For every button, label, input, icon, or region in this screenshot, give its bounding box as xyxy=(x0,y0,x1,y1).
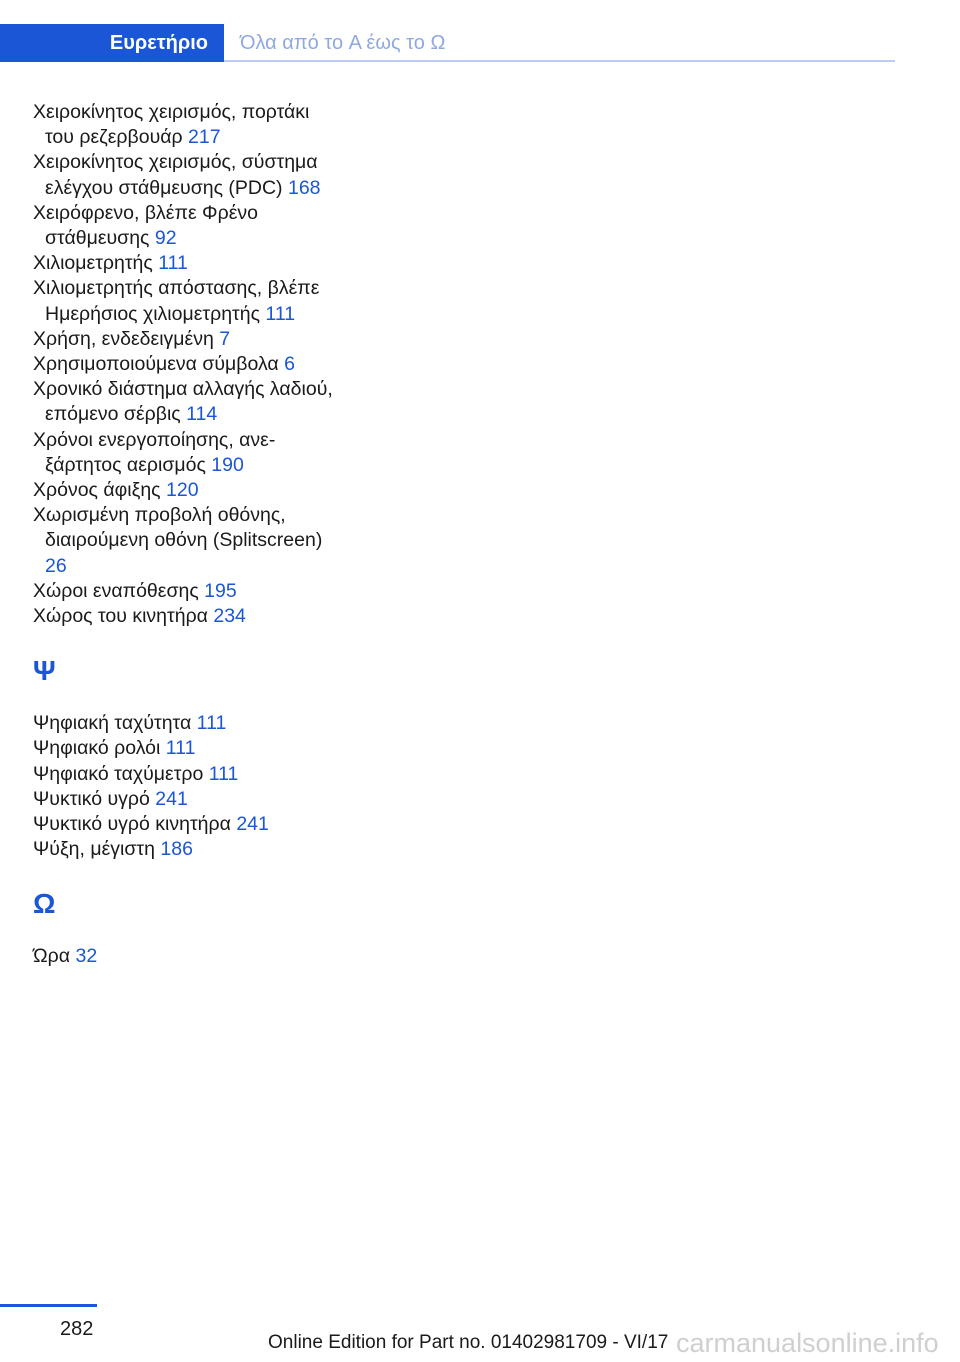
entry-page-link[interactable]: 26 xyxy=(45,554,67,577)
index-entry xyxy=(33,201,333,251)
breadcrumb[interactable]: Όλα από το A έως το Ω xyxy=(240,32,446,54)
index-entry xyxy=(33,579,333,604)
index-entry xyxy=(33,604,333,629)
page-header xyxy=(0,24,895,62)
entries-list-chi xyxy=(33,100,333,629)
index-entry xyxy=(33,276,333,326)
entry-page-link[interactable]: 32 xyxy=(75,945,98,968)
index-entry xyxy=(33,762,333,787)
index-column xyxy=(33,100,333,970)
index-entry xyxy=(33,736,333,761)
entry-term: Χρησιμοποιούμενα σύμβολα xyxy=(33,353,279,376)
entry-page-link[interactable]: 111 xyxy=(158,252,188,275)
entry-page-link[interactable]: 7 xyxy=(219,327,231,350)
index-entry xyxy=(33,428,333,478)
index-entry xyxy=(33,503,333,579)
entry-page-link[interactable]: 6 xyxy=(284,353,295,376)
entry-term: Χρονικό διάστημα αλλαγής λαδιού, επόμενο σέρβις xyxy=(33,378,333,426)
footer-divider xyxy=(0,1304,97,1307)
section-letter-psi: Ψ xyxy=(33,655,56,687)
entry-page-link[interactable]: 120 xyxy=(166,479,199,502)
entry-page-link[interactable]: 111 xyxy=(196,712,227,735)
index-entry xyxy=(33,327,333,352)
edition-note: Online Edition for Part no. 01402981709 - VI/17 xyxy=(268,1332,669,1353)
entry-term: Χιλιομετρητής απόστασης, βλέπε Ημερήσιος χιλιομετρητής xyxy=(33,277,320,325)
entry-term: Ώρα xyxy=(33,945,71,968)
index-entry xyxy=(33,711,333,736)
entry-term: Χρόνοι ενεργοποίησης, ανεξάρτητος αερισμός xyxy=(33,428,276,476)
index-entry xyxy=(33,787,333,812)
entries-list-omega xyxy=(33,944,333,969)
index-entry xyxy=(33,251,333,276)
entry-page-link[interactable]: 186 xyxy=(160,838,193,861)
index-entry xyxy=(33,352,333,377)
entry-term: Χιλιομετρητής xyxy=(33,252,153,275)
entry-page-link[interactable]: 114 xyxy=(186,403,218,426)
index-entry xyxy=(33,377,333,427)
entry-page-link[interactable]: 111 xyxy=(208,762,239,785)
entry-page-link[interactable]: 168 xyxy=(287,176,321,199)
entry-page-link[interactable]: 190 xyxy=(211,453,244,476)
header-divider xyxy=(224,60,895,62)
entry-term: Ψηφιακή ταχύτητα xyxy=(33,712,192,735)
entry-term: Ψυκτικό υγρό xyxy=(33,787,150,810)
entries-list-psi xyxy=(33,711,333,862)
entry-page-link[interactable]: 241 xyxy=(155,787,188,810)
entry-term: Χειροκίνητος χειρισμός, πορτάκι του ρεζερβουάρ xyxy=(33,101,310,149)
index-tab[interactable]: Ευρετήριο xyxy=(0,24,224,62)
entry-term: Χρόνος άφιξης xyxy=(33,479,161,502)
entry-term: Ψηφιακό ταχύμετρο xyxy=(33,762,204,785)
page-number: 282 xyxy=(60,1318,94,1340)
entry-term: Χρήση, ενδεδειγμένη xyxy=(33,327,214,350)
entry-term: Χώροι εναπόθεσης xyxy=(33,579,199,602)
entry-page-link[interactable]: 111 xyxy=(165,737,196,760)
entry-page-link[interactable]: 234 xyxy=(213,605,246,628)
entry-term: Χειρόφρενο, βλέπε Φρένο στάθμευσης xyxy=(33,201,258,250)
index-entry xyxy=(33,812,333,837)
entry-term: Χωρισμένη προβολή οθόνης, διαιρούμενη οθόνη (Splitscreen) xyxy=(33,504,323,552)
index-entry xyxy=(33,478,333,503)
entry-term: Χειροκίνητος χειρισμός, σύστημα ελέγχου στάθμευσης (PDC) xyxy=(33,151,318,199)
index-entry xyxy=(33,944,333,969)
entry-page-link[interactable]: 92 xyxy=(154,227,177,250)
section-letter-omega: Ω xyxy=(33,888,56,920)
entry-term: Χώρος του κινητήρα xyxy=(33,605,208,628)
index-entry xyxy=(33,150,333,200)
entry-page-link[interactable]: 195 xyxy=(204,579,237,602)
entry-term: Ψηφιακό ρολόι xyxy=(33,737,161,760)
entry-page-link[interactable]: 217 xyxy=(188,126,221,149)
index-entry xyxy=(33,100,333,150)
entry-term: Ψύξη, μέγιστη xyxy=(33,838,155,861)
index-entry xyxy=(33,837,333,862)
entry-page-link[interactable]: 111 xyxy=(265,302,296,325)
watermark: carmanualsonline.info xyxy=(676,1328,939,1358)
entry-page-link[interactable]: 241 xyxy=(236,813,269,836)
entry-term: Ψυκτικό υγρό κινητήρα xyxy=(33,813,231,836)
